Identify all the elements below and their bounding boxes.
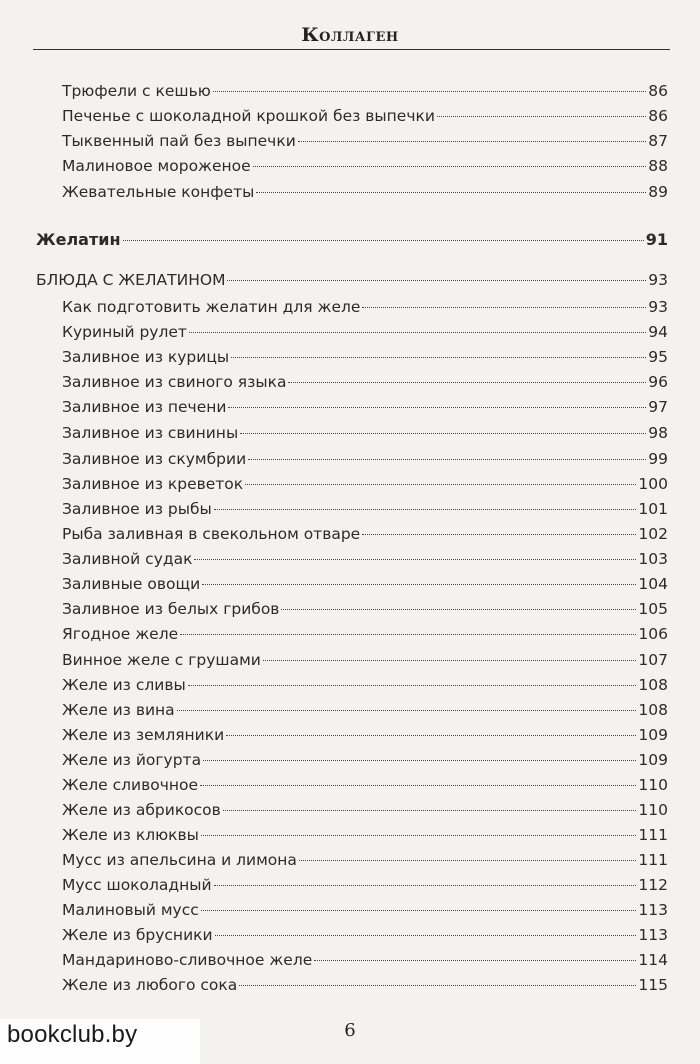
toc-entry bbox=[62, 923, 668, 947]
toc-entry bbox=[62, 572, 668, 596]
leader-dots bbox=[223, 810, 637, 811]
toc-entry bbox=[62, 320, 668, 344]
toc-entry-page: 94 bbox=[648, 323, 668, 341]
toc-section-page: 93 bbox=[648, 271, 668, 289]
toc-entry bbox=[62, 648, 668, 672]
toc-entry bbox=[62, 180, 668, 204]
leader-dots bbox=[231, 357, 646, 358]
page-title: Коллаген bbox=[301, 24, 399, 46]
leader-dots bbox=[201, 835, 637, 836]
toc-entry-page: 96 bbox=[648, 373, 668, 391]
toc-entry-title: Желе из вина bbox=[62, 701, 175, 719]
leader-dots bbox=[437, 116, 646, 117]
toc-entry bbox=[62, 898, 668, 922]
toc-entry bbox=[62, 673, 668, 697]
leader-dots bbox=[227, 280, 646, 281]
leader-dots bbox=[314, 960, 636, 961]
toc-entry-title: Как подготовить желатин для желе bbox=[62, 298, 361, 316]
leader-dots bbox=[188, 685, 637, 686]
toc-section-gelatin bbox=[36, 228, 668, 252]
toc-entry-page: 86 bbox=[648, 82, 668, 100]
toc-entry bbox=[62, 154, 668, 178]
toc-entry-title: Малиновый мусс bbox=[62, 901, 199, 919]
toc-entry-page: 108 bbox=[638, 701, 668, 719]
toc-entry-page: 93 bbox=[648, 298, 668, 316]
toc-section-dishes bbox=[36, 268, 668, 292]
toc-entry-title: Желе из брусники bbox=[62, 926, 213, 944]
leader-dots bbox=[203, 760, 636, 761]
leader-dots bbox=[177, 710, 637, 711]
toc-entry-page: 112 bbox=[638, 876, 668, 894]
toc-entry-page: 109 bbox=[638, 751, 668, 769]
toc-entry-title: Винное желе с грушами bbox=[62, 651, 261, 669]
toc-entry-title: Желе из йогурта bbox=[62, 751, 202, 769]
toc-entry bbox=[62, 597, 668, 621]
toc-entry-title: Печенье с шоколадной крошкой без выпечки bbox=[62, 107, 435, 125]
toc-entry-title: Заливное из свинины bbox=[62, 424, 239, 442]
toc-entry-title: Заливное из свиного языка bbox=[62, 373, 287, 391]
leader-dots bbox=[240, 433, 646, 434]
page-number: 6 bbox=[344, 1020, 356, 1041]
toc-entry-page: 89 bbox=[648, 183, 668, 201]
header-divider bbox=[33, 49, 670, 50]
toc-entry-page: 100 bbox=[638, 475, 668, 493]
leader-dots bbox=[200, 785, 636, 786]
toc-entry-title: Заливное из рыбы bbox=[62, 500, 212, 518]
leader-dots bbox=[248, 459, 646, 460]
toc-entry bbox=[62, 798, 668, 822]
toc-entry-page: 98 bbox=[648, 424, 668, 442]
toc-entry-title: Ягодное желе bbox=[62, 625, 179, 643]
toc-entry bbox=[62, 823, 668, 847]
toc-entry-title: Желе из любого сока bbox=[62, 976, 238, 994]
leader-dots bbox=[189, 332, 646, 333]
leader-dots bbox=[202, 584, 636, 585]
leader-dots bbox=[281, 609, 636, 610]
toc-entry-page: 103 bbox=[638, 550, 668, 568]
leader-dots bbox=[256, 192, 646, 193]
leader-dots bbox=[245, 484, 636, 485]
leader-dots bbox=[253, 166, 647, 167]
toc-entry bbox=[62, 395, 668, 419]
leader-dots bbox=[228, 407, 646, 408]
leader-dots bbox=[263, 660, 637, 661]
toc-entry-title: Заливное из курицы bbox=[62, 348, 230, 366]
toc-entry-page: 101 bbox=[638, 500, 668, 518]
toc-entry-title: Мусс шоколадный bbox=[62, 876, 212, 894]
toc-entry-title: Жевательные конфеты bbox=[62, 183, 255, 201]
toc-entry-title: Заливное из белых грибов bbox=[62, 600, 280, 618]
toc-entry-title: Куриный рулет bbox=[62, 323, 187, 341]
toc-entry bbox=[62, 370, 668, 394]
toc-entry-title: Рыба заливная в свекольном отваре bbox=[62, 525, 361, 543]
toc-entry bbox=[62, 547, 668, 571]
toc-entry bbox=[62, 421, 668, 445]
toc-entry-title: Желе из земляники bbox=[62, 726, 225, 744]
toc-entry-page: 111 bbox=[638, 851, 668, 869]
toc-entry-title: Заливной судак bbox=[62, 550, 193, 568]
toc-entry-title: Желе сливочное bbox=[62, 776, 199, 794]
toc-section-page: 91 bbox=[645, 230, 668, 249]
toc-entry bbox=[62, 472, 668, 496]
toc-entry-page: 99 bbox=[648, 450, 668, 468]
toc-entry bbox=[62, 345, 668, 369]
leader-dots bbox=[226, 735, 636, 736]
toc-entry-page: 110 bbox=[638, 776, 668, 794]
leader-dots bbox=[288, 382, 646, 383]
toc-entry-title: Малиновое мороженое bbox=[62, 157, 251, 175]
toc-entry-title: Трюфели с кешью bbox=[62, 82, 211, 100]
toc-entry-page: 105 bbox=[638, 600, 668, 618]
toc-entry bbox=[62, 723, 668, 747]
toc-entry-page: 86 bbox=[648, 107, 668, 125]
toc-entry bbox=[62, 295, 668, 319]
toc-entry bbox=[62, 104, 668, 128]
toc-entry bbox=[62, 129, 668, 153]
toc-entry-page: 108 bbox=[638, 676, 668, 694]
toc-entry-page: 106 bbox=[638, 625, 668, 643]
toc-entry-page: 111 bbox=[638, 826, 668, 844]
toc-entry-page: 88 bbox=[648, 157, 668, 175]
toc-entry-page: 109 bbox=[638, 726, 668, 744]
leader-dots bbox=[194, 559, 636, 560]
toc-entry bbox=[62, 973, 668, 997]
toc-entry-page: 114 bbox=[638, 951, 668, 969]
toc-section-title: БЛЮДА С ЖЕЛАТИНОМ bbox=[36, 271, 226, 289]
watermark-text: bookclub.by bbox=[7, 1021, 138, 1048]
toc-entry bbox=[62, 873, 668, 897]
toc-entry bbox=[62, 748, 668, 772]
toc-entry-page: 104 bbox=[638, 575, 668, 593]
toc-entry bbox=[62, 773, 668, 797]
leader-dots bbox=[362, 307, 646, 308]
toc-entry-page: 97 bbox=[648, 398, 668, 416]
leader-dots bbox=[123, 240, 644, 241]
toc-entry bbox=[62, 79, 668, 103]
leader-dots bbox=[298, 141, 646, 142]
toc-entry-page: 113 bbox=[638, 926, 668, 944]
leader-dots bbox=[299, 860, 636, 861]
leader-dots bbox=[180, 634, 636, 635]
toc-entry bbox=[62, 948, 668, 972]
toc-entry-title: Желе из сливы bbox=[62, 676, 186, 694]
leader-dots bbox=[213, 91, 647, 92]
toc-entry-page: 87 bbox=[648, 132, 668, 150]
leader-dots bbox=[215, 935, 637, 936]
toc-entry-page: 102 bbox=[638, 525, 668, 543]
leader-dots bbox=[214, 509, 637, 510]
toc-entry-title: Заливное из печени bbox=[62, 398, 227, 416]
toc-entry-title: Желе из абрикосов bbox=[62, 801, 221, 819]
toc-entry-page: 107 bbox=[638, 651, 668, 669]
toc-entry-page: 115 bbox=[638, 976, 668, 994]
toc-section-title: Желатин bbox=[36, 230, 121, 249]
leader-dots bbox=[239, 985, 636, 986]
toc-entry-page: 95 bbox=[648, 348, 668, 366]
leader-dots bbox=[201, 910, 637, 911]
watermark bbox=[0, 1019, 200, 1064]
leader-dots bbox=[214, 885, 637, 886]
toc-entry bbox=[62, 622, 668, 646]
toc-entry-title: Желе из клюквы bbox=[62, 826, 199, 844]
toc-entry-title: Мандариново-сливочное желе bbox=[62, 951, 313, 969]
toc-entry bbox=[62, 497, 668, 521]
toc-entry-title: Тыквенный пай без выпечки bbox=[62, 132, 296, 150]
toc-entry-title: Заливное из скумбрии bbox=[62, 450, 247, 468]
toc-entry bbox=[62, 447, 668, 471]
toc-entry bbox=[62, 848, 668, 872]
toc-entry bbox=[62, 698, 668, 722]
toc-entry-page: 110 bbox=[638, 801, 668, 819]
toc-entry-page: 113 bbox=[638, 901, 668, 919]
toc-entry bbox=[62, 522, 668, 546]
leader-dots bbox=[362, 534, 636, 535]
toc-entry-title: Мусс из апельсина и лимона bbox=[62, 851, 297, 869]
toc-entry-title: Заливные овощи bbox=[62, 575, 201, 593]
toc-entry-title: Заливное из креветок bbox=[62, 475, 244, 493]
